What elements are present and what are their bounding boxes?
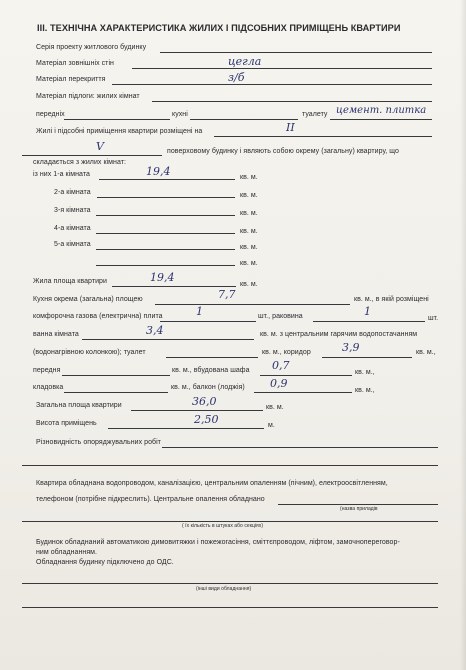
devices-line xyxy=(22,521,438,522)
living-area-value: 19,4 xyxy=(150,271,175,284)
closet-label: кв. м., вбудована шафа xyxy=(172,367,250,374)
balcony-label: кв. м., балкон (лоджія) xyxy=(171,384,245,391)
corridor-unit: кв. м., xyxy=(416,349,436,356)
placed-on-line xyxy=(214,136,432,137)
height-value: 2,50 xyxy=(194,413,219,426)
count-note: ( їх кількість в штуках або секціях) xyxy=(182,523,264,529)
placed-on-label: Жилі і підсобні приміщення квартири розміщені на xyxy=(36,128,203,135)
pantry-line xyxy=(64,392,168,393)
wall-material-label: Матеріал зовнішніх стін xyxy=(36,60,114,67)
ceiling-material-line xyxy=(112,84,432,85)
kitchen-area-label: Кухня окрема (загальна) площею xyxy=(33,296,143,303)
kitchen-area-line xyxy=(155,304,350,305)
storeys-line xyxy=(22,155,162,156)
room6-unit: кв. м. xyxy=(240,260,258,267)
balcony-unit: кв. м., xyxy=(355,387,375,394)
bath-value: 3,4 xyxy=(146,324,164,337)
sink-unit: шт. xyxy=(428,315,439,322)
room1-unit: кв. м. xyxy=(240,174,258,181)
height-line xyxy=(108,428,264,429)
closet-line xyxy=(260,375,352,376)
total-area-label: Загальна площа квартири xyxy=(36,402,122,409)
stove-line xyxy=(160,321,256,322)
hall-line xyxy=(62,375,170,376)
hallways-line xyxy=(64,119,170,120)
kitchen-label: кухні xyxy=(172,111,188,118)
heating-line xyxy=(278,504,438,505)
room3-label: 3-я кімната xyxy=(54,207,91,214)
automation-text-1: Будинок обладнаний автоматикою димовитяжки і пожежогасіння, сміттєпроводом, ліфтом, замочнопереговор- xyxy=(36,539,400,546)
room6-line xyxy=(96,265,235,266)
sink-label: шт., раковина xyxy=(258,313,303,320)
living-area-line xyxy=(112,286,236,287)
corridor-line xyxy=(322,357,412,358)
storey-text: поверховому будинку і являють собою окрему (загальну) квартиру, що xyxy=(167,148,399,155)
boiler-label: (водонагрівною колонкою); туалет xyxy=(33,349,146,356)
sink-line xyxy=(313,321,425,322)
series-line xyxy=(160,52,432,53)
kitchen-area-tail: кв. м., в якій розміщені xyxy=(354,296,429,303)
room4-label: 4-а кімната xyxy=(54,225,91,232)
kitchen-line xyxy=(190,119,298,120)
pantry-label: кладовка xyxy=(33,384,64,391)
finishing-line xyxy=(162,447,438,448)
other-equipment-line-2 xyxy=(22,607,438,608)
floor-number-value: ІІ xyxy=(286,121,295,134)
wall-material-line xyxy=(132,68,432,69)
other-equipment-note: (інші види обладнання) xyxy=(196,586,252,592)
room1-line xyxy=(99,179,235,180)
room4-unit: кв. м. xyxy=(240,228,258,235)
closet-value: 0,7 xyxy=(272,359,290,372)
series-label: Серія проекту житлового будинку xyxy=(36,44,147,51)
living-area-unit: кв. м. xyxy=(240,281,258,288)
automation-text-2: ним обладнанням. xyxy=(36,549,98,556)
floor-material-line xyxy=(152,101,432,102)
device-name-note: (назва приладів xyxy=(340,506,378,512)
room5-label: 5-а кімната xyxy=(54,241,91,248)
room3-line xyxy=(96,215,235,216)
total-area-line xyxy=(131,410,263,411)
room2-unit: кв. м. xyxy=(240,192,258,199)
toilet-line xyxy=(330,119,432,120)
room1-label: із них 1-а кімната xyxy=(33,171,90,178)
living-area-label: Жила площа квартири xyxy=(33,278,107,285)
room3-unit: кв. м. xyxy=(240,210,258,217)
finishing-label: Різновидність опоряджувальних робіт xyxy=(36,439,161,446)
hallways-label: передніх xyxy=(36,111,65,118)
finishing-line-2 xyxy=(22,465,438,466)
total-area-value: 36,0 xyxy=(192,395,217,408)
height-label: Висота приміщень xyxy=(36,420,97,427)
room2-line xyxy=(97,197,235,198)
storeys-value: V xyxy=(96,140,104,153)
wall-material-value: цегла xyxy=(228,55,262,68)
room1-value: 19,4 xyxy=(146,165,171,178)
toilet-value: цемент. плитка xyxy=(336,105,427,116)
sink-value: 1 xyxy=(364,305,371,318)
closet-unit: кв. м., xyxy=(355,369,375,376)
ceiling-material-value: з/б xyxy=(228,71,245,84)
stove-value: 1 xyxy=(196,305,203,318)
room5-line xyxy=(96,249,235,250)
bath-label: ванна кімната xyxy=(33,331,79,338)
bath-line xyxy=(82,339,254,340)
equipment-text-1: Квартира обладнана водопроводом, каналізацією, центральним опаленням (пічним), електроосвітленням, xyxy=(36,480,388,487)
height-unit: м. xyxy=(268,422,275,429)
bath-tail: кв. м. з центральним гарячим водопостачанням xyxy=(260,331,418,338)
floor-material-label: Матеріал підлоги: жилих кімнат xyxy=(36,93,140,100)
corridor-label: кв. м., коридор xyxy=(262,349,311,356)
hall-label: передня xyxy=(33,367,61,374)
balcony-line xyxy=(254,392,352,393)
corridor-value: 3,9 xyxy=(342,341,360,354)
other-equipment-line xyxy=(22,583,438,584)
ods-text: Обладнання будинку підключено до ОДС. xyxy=(36,559,174,566)
stove-label: комфорочна газова (електрична) плита xyxy=(33,313,163,320)
kitchen-area-value: 7,7 xyxy=(218,288,236,301)
equipment-text-2: телефоном (потрібне підкреслить). Центральне опалення обладнано xyxy=(36,496,265,503)
page-title: III. ТЕХНІЧНА ХАРАКТЕРИСТИКА ЖИЛИХ І ПІДСОБНИХ ПРИМІЩЕНЬ КВАРТИРИ xyxy=(37,23,401,33)
balcony-value: 0,9 xyxy=(270,377,288,390)
room4-line xyxy=(96,233,235,234)
room5-unit: кв. м. xyxy=(240,244,258,251)
room2-label: 2-а кімната xyxy=(54,189,91,196)
total-area-unit: кв. м. xyxy=(266,404,284,411)
toilet-area-line xyxy=(166,357,258,358)
ceiling-material-label: Матеріал перекриття xyxy=(36,76,106,83)
toilet-label: туалету xyxy=(302,111,328,118)
page-edge-shadow xyxy=(460,0,466,670)
consists-label: складається з жилих кімнат: xyxy=(33,159,126,166)
